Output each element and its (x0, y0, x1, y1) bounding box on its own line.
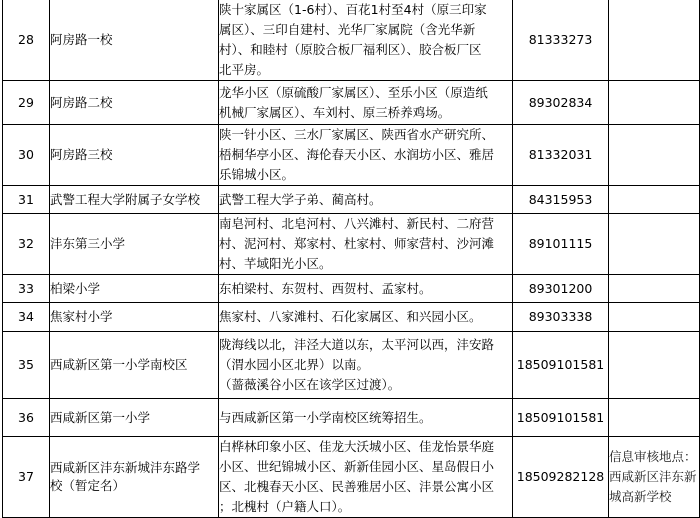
row-number: 33 (3, 275, 50, 303)
row-number: 37 (3, 437, 50, 518)
table-row (3, 125, 700, 186)
phone-number: 84315953 (513, 186, 609, 214)
row-number: 30 (3, 125, 50, 186)
table-row (3, 303, 700, 332)
area-line: 武警工程大学子弟、蔺高村。 (219, 191, 382, 207)
area-line: 乐锦城小区。 (219, 167, 295, 182)
area-line: 区、北槐春天小区、民善雅居小区、沣景公寓小区 (219, 479, 495, 494)
row-number: 36 (3, 399, 50, 437)
row-number: 29 (3, 81, 50, 125)
area-line: 陕十家属区（1-6村）、百花1村至4村（原三印家 (219, 2, 487, 17)
table-row (3, 437, 700, 518)
district-area (219, 399, 513, 437)
school-name: 西咸新区第一小学南校区 (50, 332, 219, 399)
area-line: 属区）、三印自建村、光华厂家属院（含光华新 (219, 22, 476, 37)
phone-number: 89301200 (513, 275, 609, 303)
note-line: 城高新学校 (609, 489, 672, 504)
table-row (3, 186, 700, 214)
note-cell (609, 214, 700, 275)
note-cell (609, 332, 700, 399)
area-line: 南皂河村、北皂河村、八兴滩村、新民村、二府营 (219, 216, 495, 231)
phone-number: 89303338 (513, 303, 609, 332)
note-cell (609, 275, 700, 303)
table-row (3, 0, 700, 81)
area-line: （渭水园小区北界）以南。 (219, 357, 370, 372)
note-cell (609, 0, 700, 81)
area-line: （蔷薇溪谷小区在该学区过渡）。 (219, 377, 401, 392)
area-line: 小区、世纪锦城小区、新新佳园小区、星岛假日小 (219, 459, 495, 474)
note-cell (609, 186, 700, 214)
area-line: 北平房。 (219, 62, 270, 77)
area-line: 陕一针小区、三水厂家属区、陕西省水产研究所、 (219, 127, 495, 142)
phone-number: 18509282128 (513, 437, 609, 518)
school-name: 沣东第三小学 (50, 214, 219, 275)
school-name: 武警工程大学附属子女学校 (50, 186, 219, 214)
district-area (219, 125, 513, 186)
school-name-line: 校（暂定名） (50, 478, 126, 493)
note-cell (609, 303, 700, 332)
district-area (219, 81, 513, 125)
row-number: 28 (3, 0, 50, 81)
school-name: 阿房路二校 (50, 81, 219, 125)
note-cell (609, 437, 700, 518)
table-row (3, 275, 700, 303)
school-name: 柏梁小学 (50, 275, 219, 303)
district-area (219, 214, 513, 275)
area-line: 梧桐华亭小区、海伦春天小区、水润坊小区、雅居 (219, 147, 495, 162)
table-row (3, 332, 700, 399)
district-area (219, 303, 513, 332)
area-line: 东柏梁村、东贺村、西贺村、孟家村。 (219, 280, 432, 296)
district-area (219, 0, 513, 81)
district-area (219, 437, 513, 518)
note-line: 信息审核地点： (609, 449, 697, 464)
table-row (3, 214, 700, 275)
school-name: 焦家村小学 (50, 303, 219, 332)
table-row (3, 399, 700, 437)
school-name: 西咸新区第一小学 (50, 399, 219, 437)
area-line: 机械厂家属区）、车刘村、原三桥养鸡场。 (219, 104, 451, 120)
area-line: 龙华小区（原硫酸厂家属区）、至乐小区（原造纸 (219, 84, 488, 100)
school-name: 阿房路一校 (50, 0, 219, 81)
area-line: 村、泥河村、郑家村、杜家村、师家营村、沙河滩 (219, 236, 495, 251)
row-number: 32 (3, 214, 50, 275)
area-line: 村、芊域阳光小区。 (219, 256, 332, 271)
area-line: 陇海线以北，沣泾大道以东，太平河以西，沣安路 (219, 337, 495, 352)
school-name (50, 437, 219, 518)
phone-number: 89101115 (513, 214, 609, 275)
area-line: 白桦林印象小区、佳龙大沃城小区、佳龙怡景华庭 (219, 439, 495, 454)
row-number: 35 (3, 332, 50, 399)
phone-number: 18509101581 (513, 399, 609, 437)
row-number: 31 (3, 186, 50, 214)
table-row (3, 81, 700, 125)
area-line: 村）、和睦村（原胶合板厂福利区）、胶合板厂区 (219, 42, 482, 57)
row-number: 34 (3, 303, 50, 332)
district-area (219, 332, 513, 399)
enrollment-table (2, 0, 700, 518)
district-area (219, 186, 513, 214)
school-name: 阿房路三校 (50, 125, 219, 186)
phone-number: 18509101581 (513, 332, 609, 399)
phone-number: 81332031 (513, 125, 609, 186)
note-cell (609, 81, 700, 125)
district-area (219, 275, 513, 303)
school-name-line: 西咸新区沣东新城沣东路学 (50, 460, 201, 475)
phone-number: 81333273 (513, 0, 609, 81)
area-line: ；北槐村（户籍人口）。 (219, 499, 351, 514)
area-line: 与西咸新区第一小学南校区统筹招生。 (219, 409, 432, 425)
area-line: 焦家村、八家滩村、石化家属区、和兴园小区。 (219, 309, 482, 324)
note-cell (609, 125, 700, 186)
note-cell (609, 399, 700, 437)
phone-number: 89302834 (513, 81, 609, 125)
note-line: 西咸新区沣东新 (609, 469, 697, 484)
